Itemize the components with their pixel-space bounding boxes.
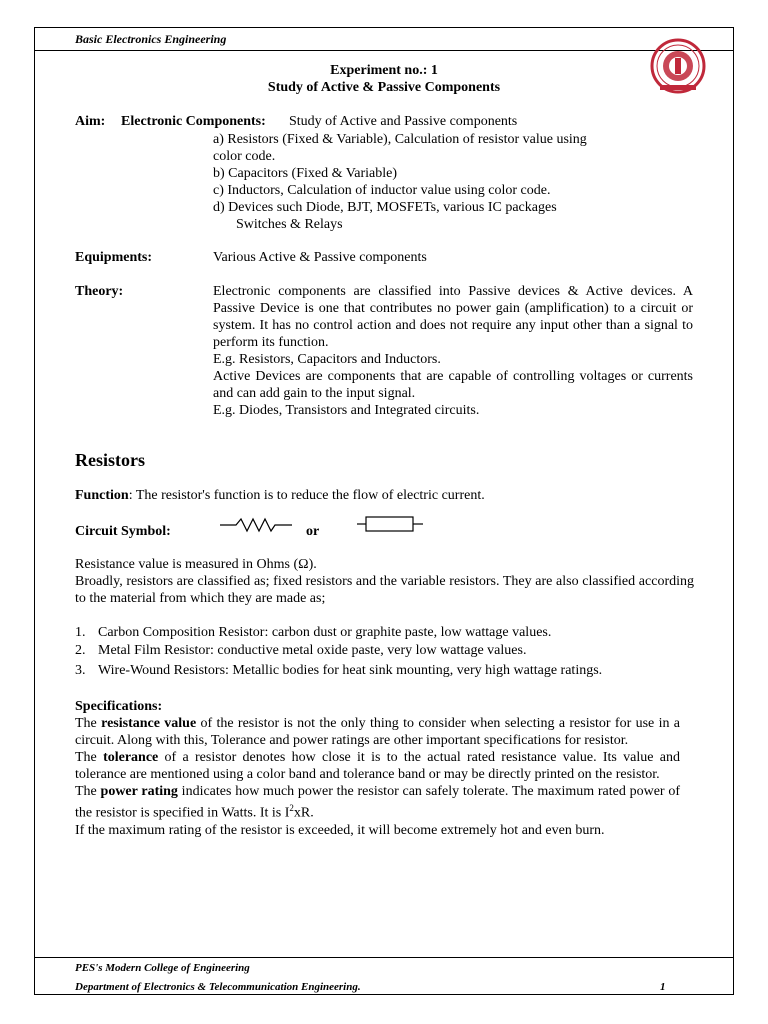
header-rule (34, 50, 734, 51)
circuit-symbol-label: Circuit Symbol: (75, 524, 171, 539)
footer-college: PES's Modern College of Engineering (75, 962, 250, 974)
aim-item: color code. (213, 149, 276, 164)
footer-rule (34, 957, 734, 958)
box-resistor-symbol (357, 514, 423, 534)
aim-item: a) Resistors (Fixed & Variable), Calculation of resistor value using (213, 132, 587, 147)
experiment-number: Experiment no.: 1 (330, 63, 438, 78)
spec-tolerance: The tolerance of a resistor denotes how close it is to the actual rated resistance value. Its value and tolerance are mentioned using a color band and tolerance band or may be directly printed on the resistor. (75, 750, 680, 782)
theory-p1: Electronic components are classified into Passive devices & Active devices. A Passive Device is one that contributes no power gain (amplification) to a circuit or system. It has no control action and does not require any input other than a signal to perform its function. (213, 284, 693, 350)
theory-p4: E.g. Diodes, Transistors and Integrated circuits. (213, 403, 480, 418)
aim-label: Aim: (75, 114, 106, 129)
list-number: 2. (75, 643, 86, 658)
equipments-label: Equipments: (75, 250, 153, 265)
equipments-text: Various Active & Passive components (213, 250, 427, 265)
section-heading-resistors: Resistors (75, 450, 145, 470)
theory-p3: Active Devices are components that are capable of controlling voltages or currents and can add gain to the input signal. (213, 369, 693, 401)
classification-paragraph: Broadly, resistors are classified as; fixed resistors and the variable resistors. They are also classified according to the material from which they are made as; (75, 574, 694, 606)
list-item-text: Wire-Wound Resistors: Metallic bodies for heat sink mounting, very high wattage ratings. (98, 663, 603, 678)
footer-department: Department of Electronics & Telecommunication Engineering. (75, 981, 361, 993)
function-text: : The resistor's function is to reduce the flow of electric current. (128, 488, 485, 503)
page-number: 1 (660, 981, 666, 993)
list-number: 1. (75, 625, 86, 640)
list-number: 3. (75, 663, 86, 678)
function-line (75, 487, 485, 504)
aim-item: d) Devices such Diode, BJT, MOSFETs, various IC packages (213, 200, 557, 215)
spec-max-rating: If the maximum rating of the resistor is exceeded, it will become extremely hot and even burn. (75, 822, 605, 838)
specifications-label: Specifications: (75, 699, 163, 714)
list-item-text: Carbon Composition Resistor: carbon dust or graphite paste, low wattage values. (98, 625, 552, 640)
aim-item: Switches & Relays (236, 217, 343, 232)
list-item (75, 624, 86, 641)
aim-sublabel: Electronic Components: (121, 114, 266, 129)
measured-in-ohms: Resistance value is measured in Ohms (Ω). (75, 557, 317, 572)
aim-item: c) Inductors, Calculation of inductor value using color code. (213, 183, 551, 198)
list-item (75, 642, 86, 659)
spec-resistance-value: The resistance value of the resistor is not the only thing to consider when selecting a resistor for use in a circuit. Along with this, Tolerance and power ratings are other important specifications for resistor. (75, 716, 681, 748)
zigzag-resistor-symbol (220, 516, 292, 534)
specifications-body (75, 715, 680, 839)
theory-p2: E.g. Resistors, Capacitors and Inductors. (213, 352, 441, 367)
running-header: Basic Electronics Engineering (75, 32, 227, 46)
aim-text: Study of Active and Passive components (289, 114, 518, 129)
experiment-title: Study of Active & Passive Components (267, 80, 501, 95)
list-item-text: Metal Film Resistor: conductive metal oxide paste, very low wattage values. (98, 643, 527, 658)
theory-label: Theory: (75, 284, 124, 299)
symbol-or: or (306, 524, 320, 539)
aim-item: b) Capacitors (Fixed & Variable) (213, 166, 398, 181)
spec-power-rating: The power rating indicates how much power the resistor can safely tolerate. The maximum rated power of the resistor is specified in Watts. It is $I^2xR$. (75, 784, 681, 821)
theory-paragraph (213, 283, 693, 419)
function-label: Function (75, 488, 129, 503)
list-item (75, 662, 86, 679)
